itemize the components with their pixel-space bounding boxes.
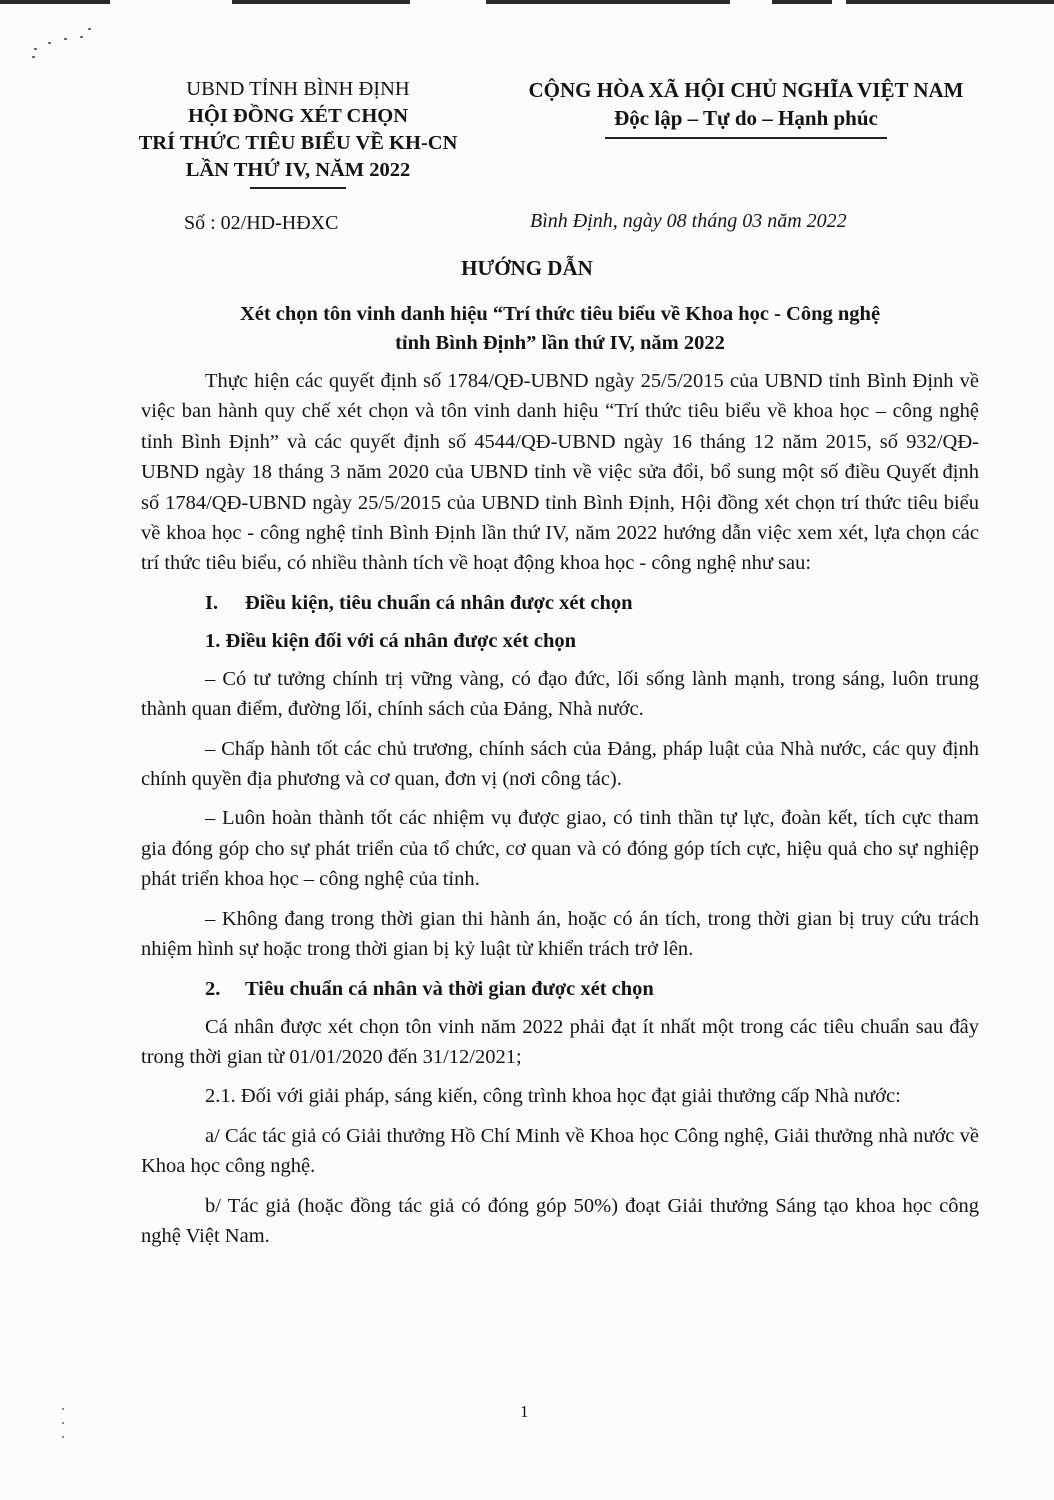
- subsection-2-heading: [141, 974, 979, 1004]
- subsection-2-number: 2.: [205, 977, 221, 1000]
- issuing-agency-block: [118, 76, 478, 189]
- national-header-block: [496, 76, 996, 139]
- criteria-2-1: 2.1. Đối với giải pháp, sáng kiến, công trình khoa học đạt giải thưởng cấp Nhà nước:: [205, 1085, 901, 1108]
- motto-underline: [605, 137, 887, 139]
- section-number: I.: [205, 591, 219, 614]
- agency-underline: [250, 187, 346, 189]
- subtitle-line-2: tỉnh Bình Định” lần thứ IV, năm 2022: [395, 332, 725, 354]
- condition-item: – Luôn hoàn thành tốt các nhiệm vụ được giao, có tinh thần tự lực, đoàn kết, tích cực tham gia đóng góp cho sự phát triển của tổ chức, cơ quan và có đóng góp tích cực, hiệu quả cho sự nghiệp phát triển khoa học – công nghệ của tỉnh.: [141, 807, 979, 891]
- section-title: Điều kiện, tiêu chuẩn cá nhân được xét chọn: [245, 591, 633, 614]
- criteria-a: a/ Các tác giả có Giải thưởng Hồ Chí Minh về Khoa học Công nghệ, Giải thưởng nhà nước về Khoa học công nghệ.: [141, 1124, 979, 1178]
- intro-paragraph: Thực hiện các quyết định số 1784/QĐ-UBND ngày 25/5/2015 của UBND tỉnh Bình Định về việc ban hành quy chế xét chọn và tôn vinh danh hiệu “Trí thức tiêu biểu về khoa học – công nghệ tỉnh Bình Định” và các quyết định số 4544/QĐ-UBND ngày 16 tháng 12 năm 2015, số 932/QĐ-UBND ngày 18 tháng 3 năm 2020 của UBND tỉnh về việc sửa đổi, bổ sung một số điều Quyết định số 1784/QĐ-UBND ngày 25/5/2015 của UBND tỉnh Bình Định, Hội đồng xét chọn trí thức tiêu biểu về khoa học - công nghệ tỉnh Bình Định lần thứ IV, năm 2022 hướng dẫn việc xem xét, lựa chọn các trí thức tiêu biểu, có nhiều thành tích về hoạt động khoa học - công nghệ như sau:: [141, 370, 979, 575]
- document-body: [141, 366, 979, 1260]
- scan-edge-marks: [0, 0, 1054, 5]
- document-number: Số : 02/HD-HĐXC: [184, 212, 339, 234]
- document-title: HƯỚNG DẪN: [461, 256, 593, 280]
- council-name-line1: HỘI ĐỒNG XÉT CHỌN: [187, 105, 409, 127]
- council-name-line2: TRÍ THỨC TIÊU BIỂU VỀ KH-CN: [138, 132, 458, 154]
- national-motto: Độc lập – Tự do – Hạnh phúc: [614, 106, 878, 130]
- subtitle-line-1: Xét chọn tôn vinh danh hiệu “Trí thức tiêu biểu về Khoa học - Công nghệ: [239, 303, 881, 325]
- council-name-line3: LẦN THỨ IV, NĂM 2022: [185, 159, 411, 181]
- criteria-intro: Cá nhân được xét chọn tôn vinh năm 2022 phải đạt ít nhất một trong các tiêu chuẩn sau đây trong thời gian từ 01/01/2020 đến 31/12/2021;: [141, 1015, 979, 1068]
- section-heading: [141, 588, 979, 618]
- place-date-line: Bình Định, ngày 08 tháng 03 năm 2022: [530, 210, 847, 232]
- condition-item: – Có tư tưởng chính trị vững vàng, có đạo đức, lối sống lành mạnh, trong sáng, luôn trung thành quan điểm, đường lối, chính sách của Đảng, Nhà nước.: [141, 667, 979, 721]
- condition-item: – Chấp hành tốt các chủ trương, chính sách của Đảng, pháp luật của Nhà nước, các quy định chính quyền địa phương và cơ quan, đơn vị (nơi công tác).: [141, 737, 979, 791]
- condition-item: – Không đang trong thời gian thi hành án, hoặc có án tích, trong thời gian bị truy cứu trách nhiệm hình sự hoặc trong thời gian bị kỷ luật từ khiển trách trở lên.: [141, 907, 979, 961]
- agency-name: UBND TỈNH BÌNH ĐỊNH: [186, 78, 410, 100]
- republic-name: CỘNG HÒA XÃ HỘI CHỦ NGHĨA VIỆT NAM: [528, 78, 964, 102]
- criteria-b: b/ Tác giả (hoặc đồng tác giả có đóng góp 50%) đoạt Giải thưởng Sáng tạo khoa học công nghệ Việt Nam.: [141, 1194, 979, 1247]
- scan-margin-marks: [62, 1408, 66, 1448]
- subsection-1-heading: 1. Điều kiện đối với cá nhân được xét chọn: [205, 629, 577, 652]
- scan-specks: [28, 22, 108, 62]
- document-subtitle: [150, 300, 970, 358]
- subsection-2-title: Tiêu chuẩn cá nhân và thời gian được xét chọn: [245, 977, 654, 1000]
- page-number: 1: [520, 1402, 529, 1421]
